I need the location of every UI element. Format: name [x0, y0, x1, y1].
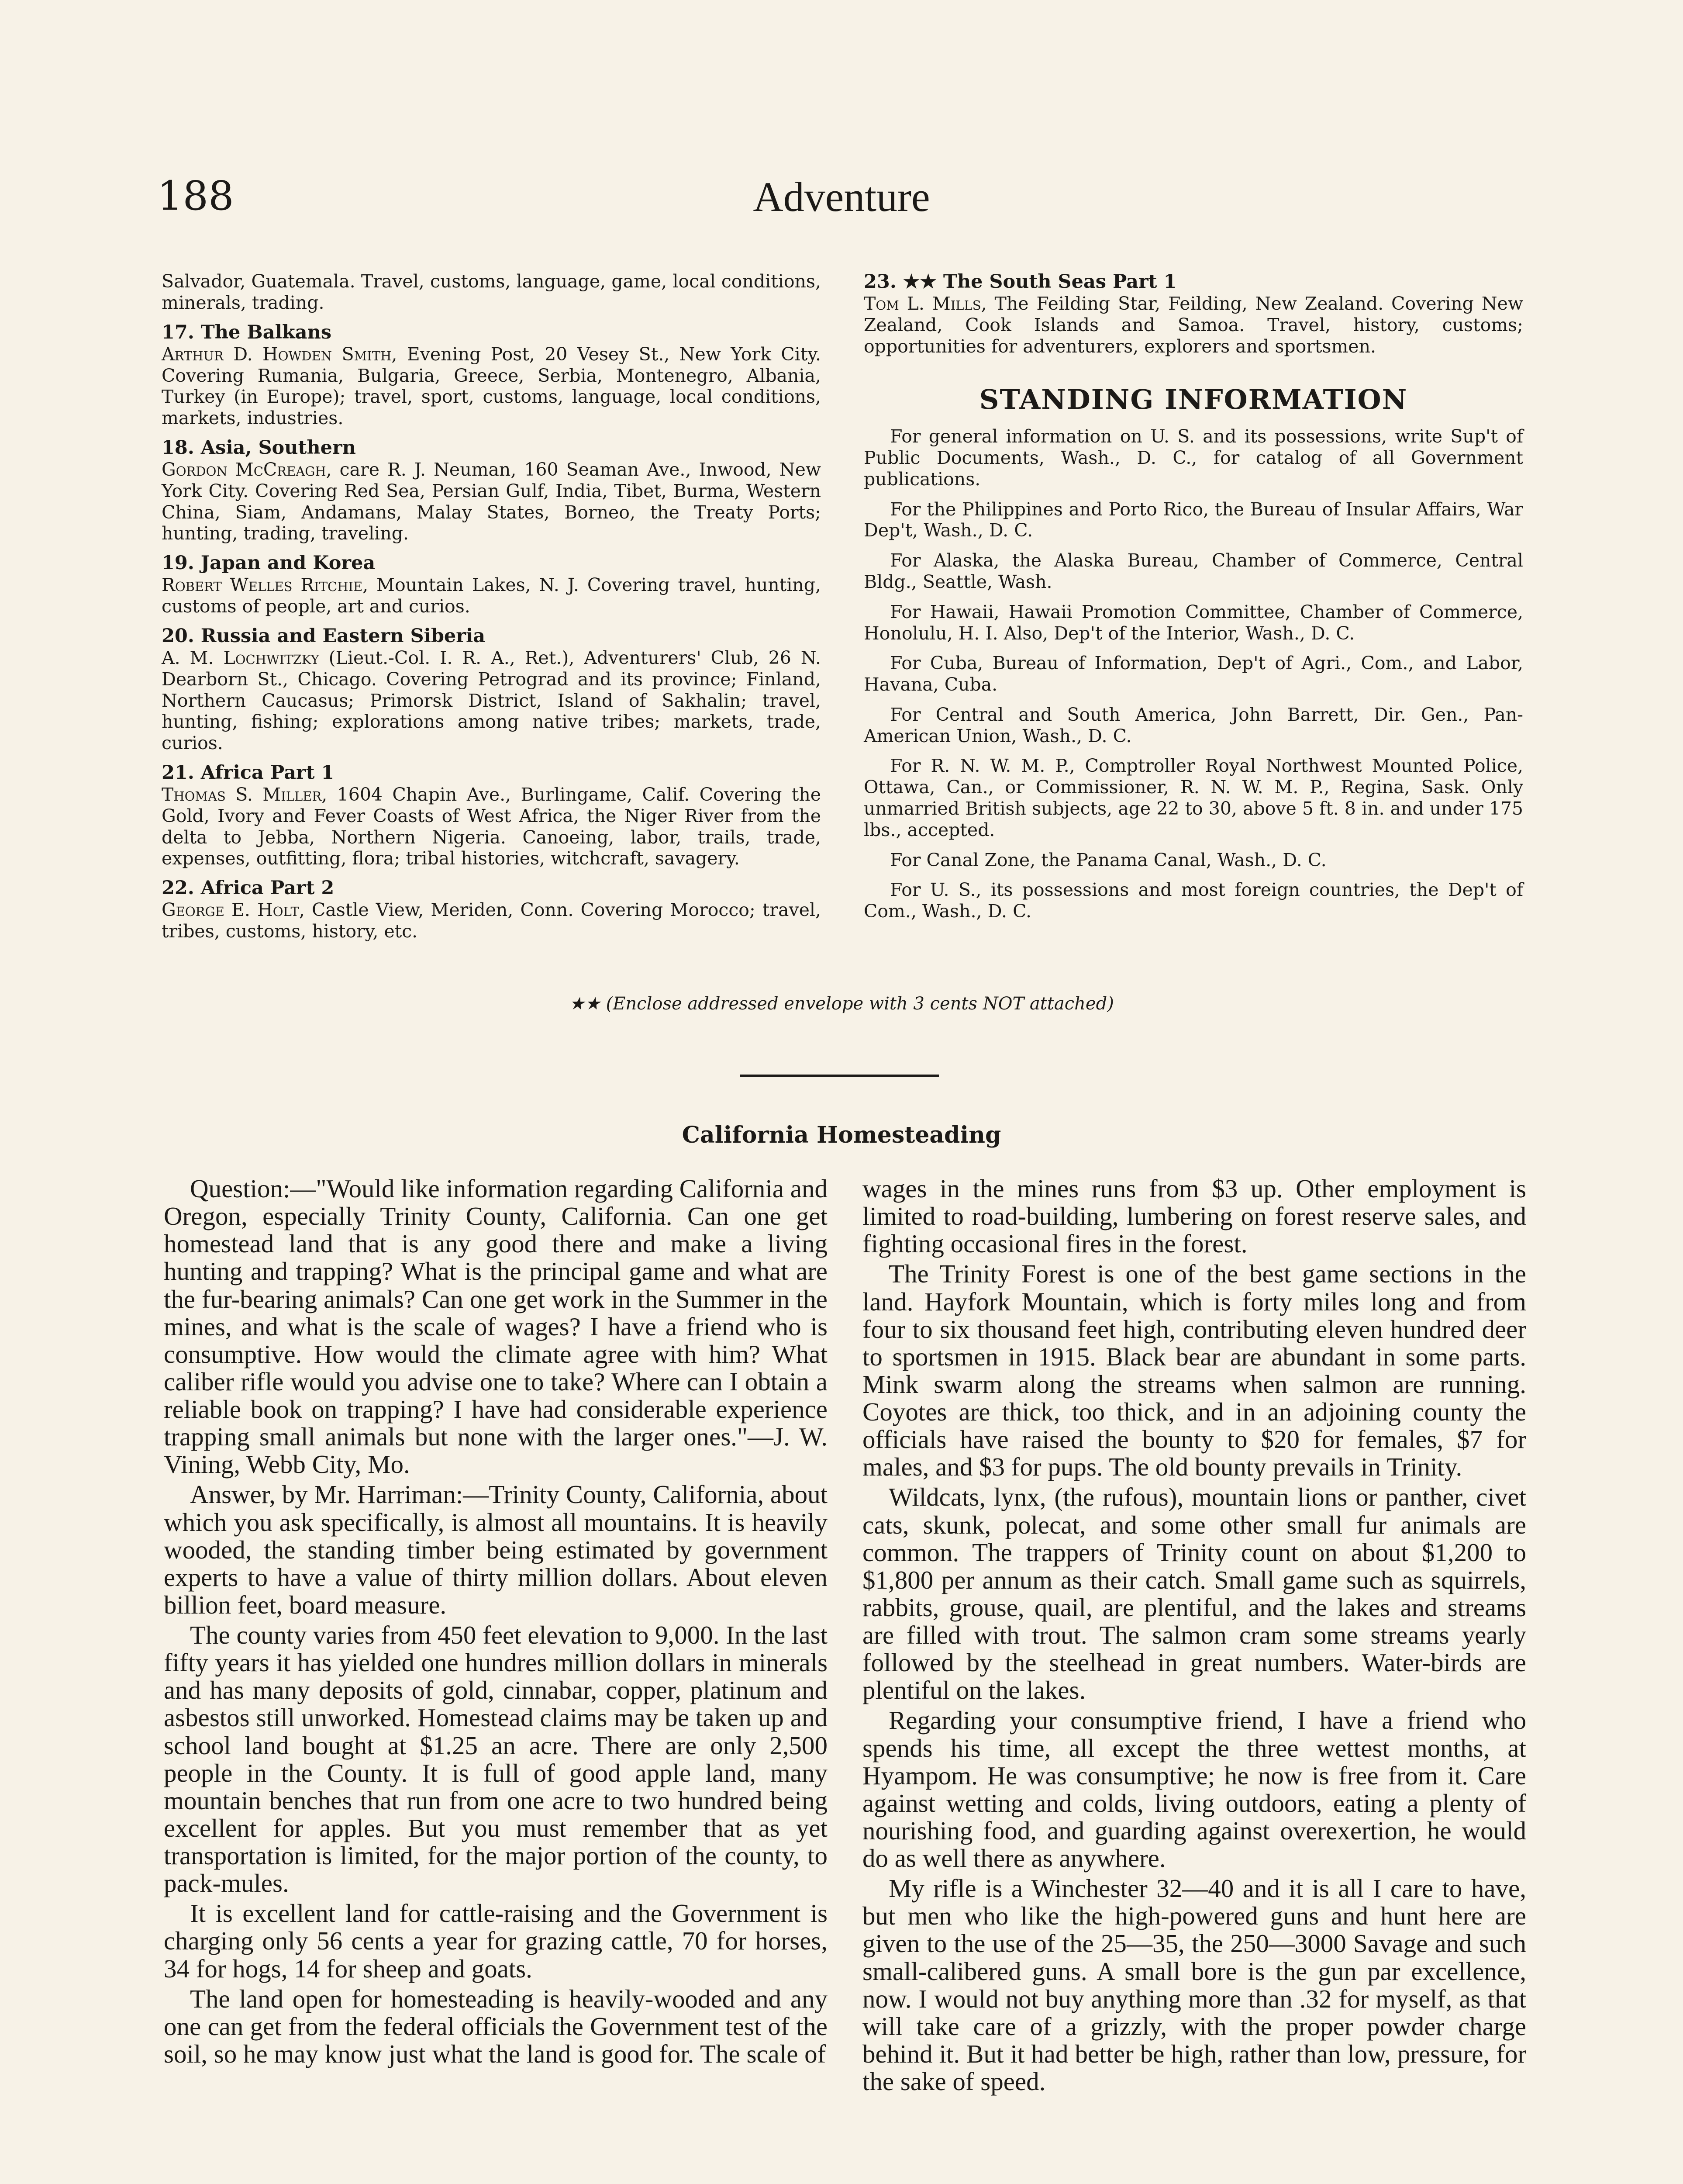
- entry-name: Robert Welles Ritchie,: [162, 574, 369, 596]
- standing-information-title: STANDING INFORMATION: [979, 383, 1408, 415]
- entry-text: 1604 Chapin Ave., Burlingame, Calif. Covering the Gold, Ivory and Fever Coasts of West Africa, the Niger River from the delta to Jebba, Northern Nigeria. Canoeing, labor, trails, trade, expenses, outfitting, flora; tribal histories, witchcraft, savagery.: [162, 784, 821, 869]
- entry-text: Evening Post, 20 Vesey St., New York City. Covering Rumania, Bulgaria, Greece, Serbia, Montenegro, Albania, Turkey (in Europe); travel, sport, customs, language, local conditions, markets, industries.: [162, 343, 821, 429]
- list-item: [162, 552, 821, 617]
- info-item: For Central and South America, John Barrett, Dir. Gen., Pan-American Union, Wash., D. C.: [864, 704, 1523, 746]
- entry-heading: 17. The Balkans: [162, 321, 332, 343]
- article-column-left: [164, 1175, 828, 2070]
- article-title: California Homesteading: [682, 1122, 1001, 1148]
- entry-text: Castle View, Meriden, Conn. Covering Morocco; travel, tribes, customs, history, etc.: [162, 899, 821, 942]
- entry-text: (Lieut.-Col. I. R. A., Ret.), Adventurers' Club, 26 N. Dearborn St., Chicago. Covering Petrograd and its province; Finland, Northern Caucasus; Primorsk District, Island of Sakhalin; travel, hunting, fishing; explorations among native tribes; markets, trade, curios.: [162, 647, 821, 754]
- entry-heading: 18. Asia, Southern: [162, 436, 356, 459]
- entry-name: Thomas S. Miller,: [162, 784, 328, 805]
- article-paragraph: The land open for homesteading is heavily-wooded and any one can get from the federal officials the Government test of the soil, so he may know just what the land is good for. The scale of: [164, 1984, 828, 2068]
- entry-name: George E. Holt,: [162, 899, 305, 921]
- article-paragraph: Question:—"Would like information regarding California and Oregon, especially Trinity County, California. Can one get homestead land that is any good there and make a living hunting and trapping? What is the principal game and what are the fur-bearing animals? Can one get work in the Summer in the mines, and what is the scale of wages? I have a friend who is consumptive. How would the climate agree with him? What caliber rifle would you advise one to take? Where can I obtain a reliable book on trapping? I have had considerable experience trapping small animals but none with the larger ones."—J. W. Vining, Webb City, Mo.: [164, 1174, 828, 1479]
- article-paragraph: The Trinity Forest is one of the best game sections in the land. Hayfork Mountain, which is forty miles long and from four to six thousand feet high, contributing eleven hundred deer to sportsmen in 1915. Black bear are abundant in some parts. Mink swarm along the streams when salmon are running. Coyotes are thick, too thick, and in an adjoining county the officials have raised the bounty to $20 for females, $7 for males, and $3 for pups. The old bounty prevails in Trinity.: [862, 1259, 1526, 1482]
- article-paragraph: Regarding your consumptive friend, I have a friend who spends his time, all except the three wettest months, at Hyampom. He was consumptive; he now is free from it. Care against wetting and colds, living outdoors, eating a plenty of nourishing food, and guarding against overexertion, he would do as well there as anywhere.: [862, 1706, 1526, 1873]
- entry-heading: 19. Japan and Korea: [162, 552, 376, 574]
- info-item: For U. S., its possessions and most foreign countries, the Dep't of Com., Wash., D. C.: [864, 879, 1523, 922]
- entry-name: Gordon McCreagh,: [162, 459, 332, 480]
- info-item: For the Philippines and Porto Rico, the Bureau of Insular Affairs, War Dep't, Wash., D. C.: [864, 498, 1523, 541]
- article-paragraph: Wildcats, lynx, (the rufous), mountain lions or panther, civet cats, skunk, polecat, and some other small fur animals are common. The trappers of Trinity count on about $1,200 to $1,800 per annum as their catch. Small game such as squirrels, rabbits, grouse, quail, are plentiful, and the lakes and streams are filled with trout. The salmon cram some streams yearly followed by the steelhead in great numbers. Water-birds are plentiful on the lakes.: [862, 1482, 1526, 1705]
- department-list-left: [162, 271, 821, 950]
- list-item: [864, 271, 1523, 357]
- list-item: [162, 437, 821, 544]
- article-paragraph: My rifle is a Winchester 32—40 and it is all I care to have, but men who like the high-powered guns and hunt here are given to the use of the 25—35, the 250—3000 Savage and such small-calibered guns. A small bore is the gun par excellence, now. I would not buy anything more than .32 for myself, as that will take care of a grizzly, with the proper powder charge behind it. But it had better be high, rather than low, pressure, for the sake of speed.: [862, 1874, 1526, 2096]
- entry-text: Salvador, Guatemala. Travel, customs, language, game, local conditions, minerals, trading.: [162, 271, 821, 313]
- department-list-right: [864, 271, 1523, 931]
- info-item: For general information on U. S. and its possessions, write Sup't of Public Documents, Wash., D. C., for catalog of all Government publications.: [864, 426, 1523, 490]
- entry-name: Tom L. Mills,: [864, 293, 987, 314]
- article-paragraph: Answer, by Mr. Harriman:—Trinity County, California, about which you ask specifically, is almost all mountains. It is heavily wooded, the standing timber being estimated by government experts to have a value of thirty million dollars. About eleven billion feet, board measure.: [164, 1480, 828, 1619]
- list-item: [162, 271, 821, 314]
- entry-text: The Feilding Star, Feilding, New Zealand. Covering New Zealand, Cook Islands and Samoa. Travel, history, customs; opportunities for adventurers, explorers and sportsmen.: [864, 293, 1523, 357]
- info-item: For Hawaii, Hawaii Promotion Committee, Chamber of Commerce, Honolulu, H. I. Also, Dep't of the Interior, Wash., D. C.: [864, 601, 1523, 644]
- info-item: For Alaska, the Alaska Bureau, Chamber of Commerce, Central Bldg., Seattle, Wash.: [864, 550, 1523, 592]
- list-item: [162, 321, 821, 429]
- list-item: [162, 625, 821, 754]
- entry-name: Arthur D. Howden Smith,: [162, 343, 397, 365]
- article-column-right: [862, 1175, 1526, 2098]
- entry-heading: 21. Africa Part 1: [162, 761, 335, 784]
- enclose-note: ★★ (Enclose addressed envelope with 3 cents NOT attached): [569, 994, 1114, 1014]
- entry-heading: 22. Africa Part 2: [162, 877, 335, 899]
- section-divider: [740, 1075, 939, 1077]
- article-paragraph: wages in the mines runs from $3 up. Other employment is limited to road-building, lumbering on forest reserve sales, and fighting occasional fires in the forest.: [862, 1174, 1526, 1258]
- entry-text: care R. J. Neuman, 160 Seaman Ave., Inwood, New York City. Covering Red Sea, Persian Gulf, India, Tibet, Burma, Western China, Siam, Andamans, Malay States, Borneo, the Treaty Ports; hunting, trading, traveling.: [162, 459, 821, 544]
- info-item: For Canal Zone, the Panama Canal, Wash., D. C.: [890, 849, 1327, 871]
- info-item: For Cuba, Bureau of Information, Dep't of Agri., Com., and Labor, Havana, Cuba.: [864, 653, 1523, 695]
- magazine-title: Adventure: [753, 173, 930, 220]
- entry-name: A. M. Lochwitzky: [162, 647, 319, 668]
- entry-text: Mountain Lakes, N. J. Covering travel, hunting, customs of people, art and curios.: [162, 574, 821, 617]
- entry-heading: 20. Russia and Eastern Siberia: [162, 625, 486, 647]
- list-item: [162, 877, 821, 942]
- page-number: 188: [157, 173, 234, 219]
- entry-heading: 23. ★★ The South Seas Part 1: [864, 271, 1177, 293]
- article-paragraph: It is excellent land for cattle-raising and the Government is charging only 56 cents a year for grazing cattle, 70 for horses, 34 for hogs, 14 for sheep and goats.: [164, 1899, 828, 1983]
- list-item: [162, 762, 821, 869]
- info-item: For R. N. W. M. P., Comptroller Royal Northwest Mounted Police, Ottawa, Can., or Commissioner, R. N. W. M. P., Regina, Sask. Only unmarried British subjects, age 22 to 30, above 5 ft. 8 in. and under 175 lbs., accepted.: [864, 755, 1523, 840]
- article-paragraph: The county varies from 450 feet elevation to 9,000. In the last fifty years it has yielded one hundres million dollars in minerals and has many deposits of gold, cinnabar, copper, platinum and asbestos still unworked. Homestead claims may be taken up and school land bought at $1.25 an acre. There are only 2,500 people in the County. It is full of good apple land, many mountain benches that run from one acre to two hundred being excellent for apples. But you must remember that as yet transportation is limited, for the major portion of the county, to pack-mules.: [164, 1621, 828, 1898]
